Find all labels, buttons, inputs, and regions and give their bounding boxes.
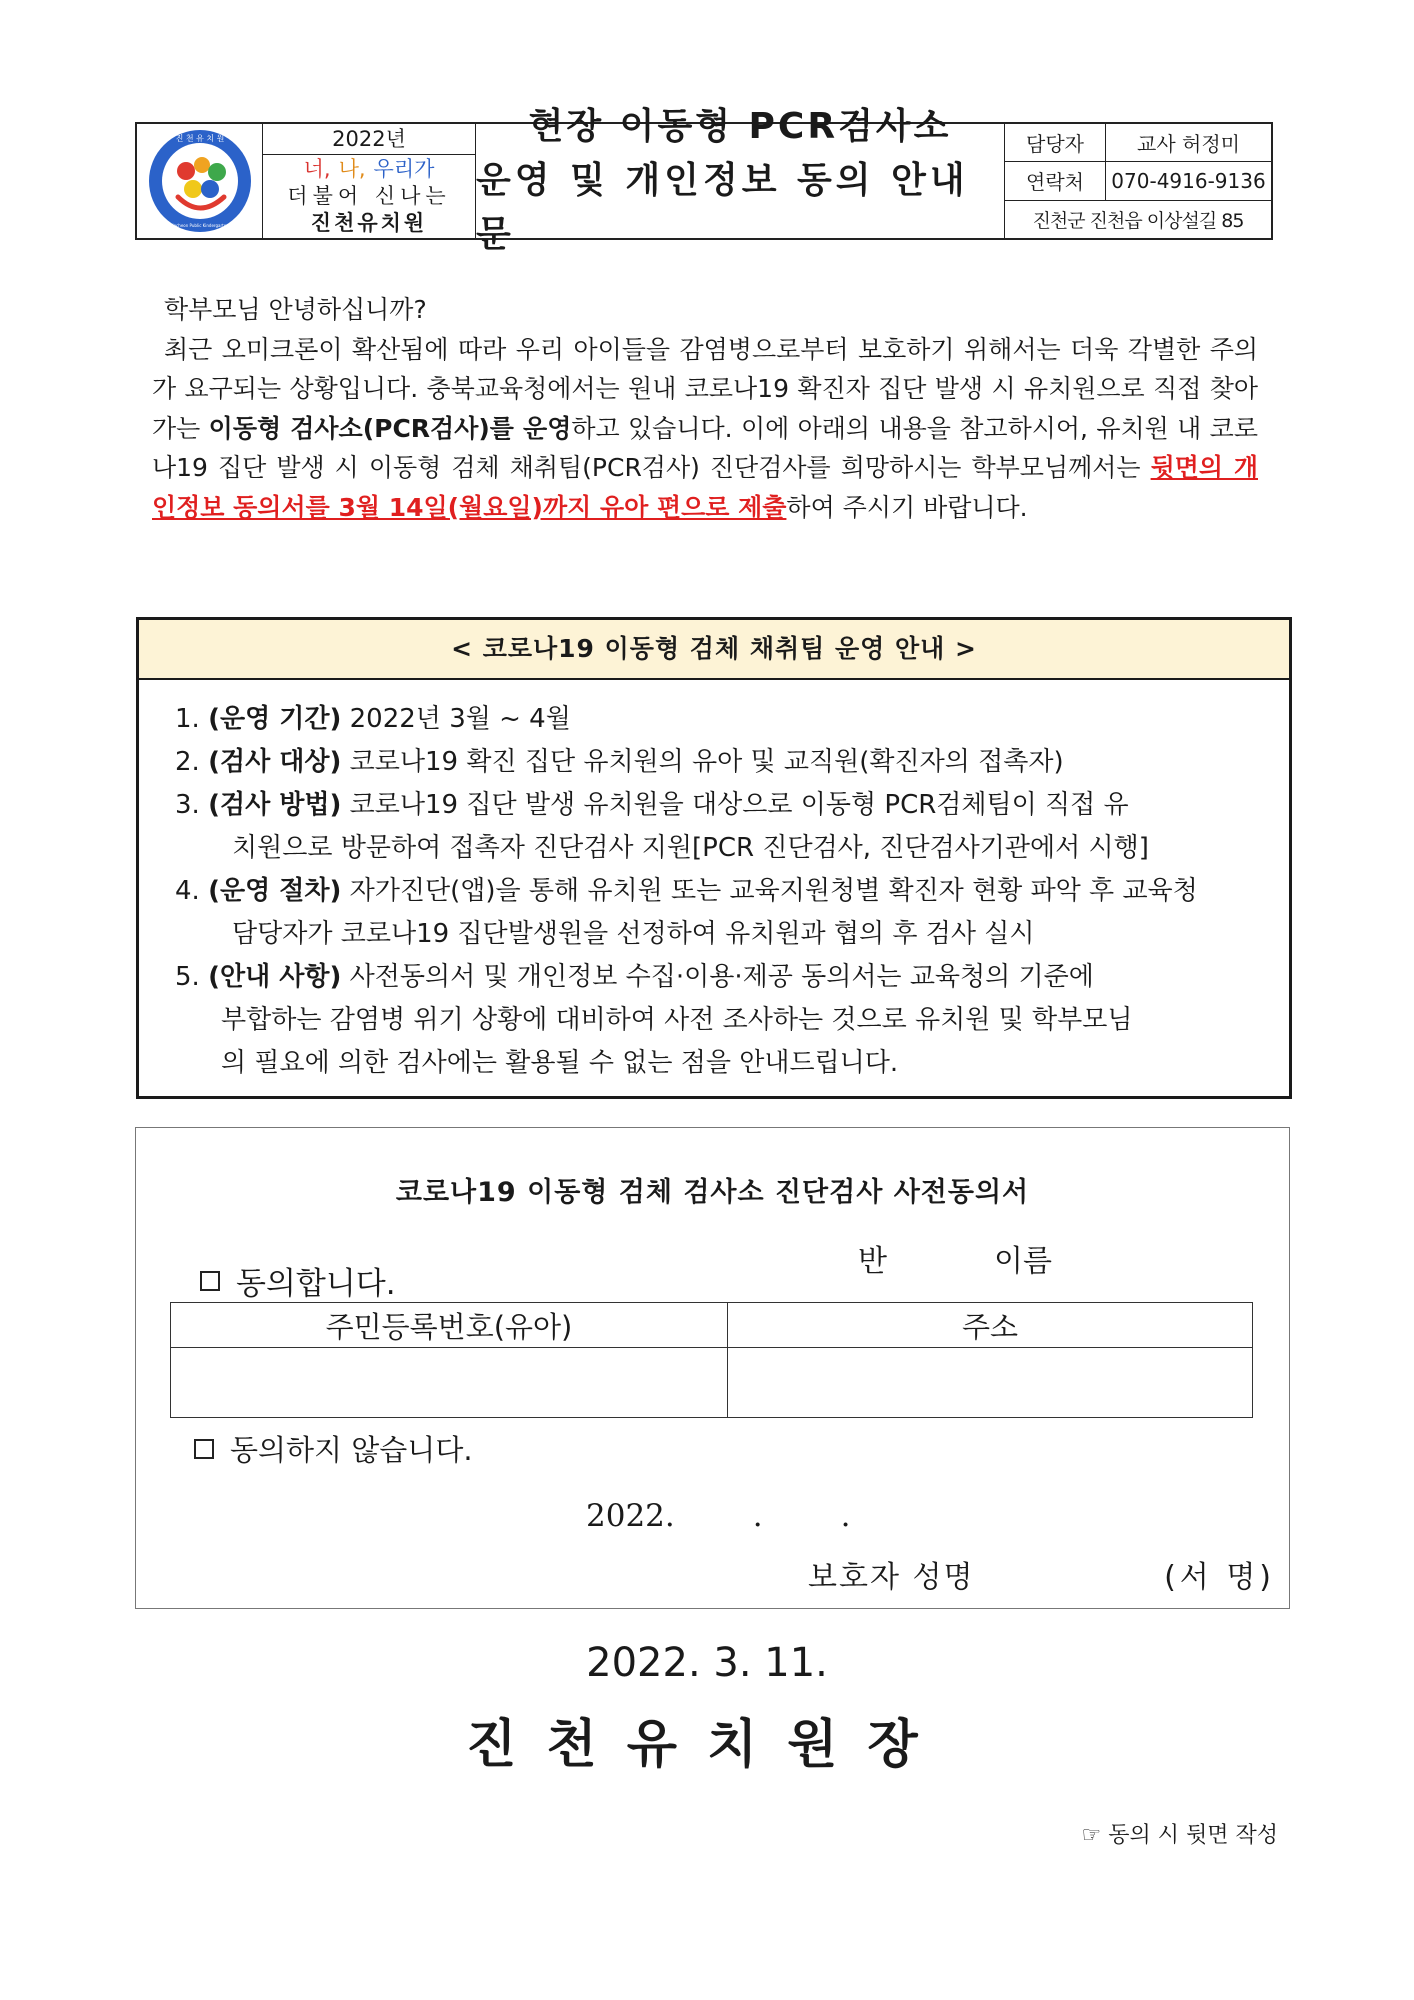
manager-value: 교사 허정미	[1137, 132, 1240, 157]
deadline-text: 뒷면의 개인정보 동의서를 3월 14일(월요일)까지 유아 편으로 제출	[152, 453, 1258, 522]
footnote: ☞ 동의 시 뒷면 작성	[1081, 1823, 1278, 1848]
notice-item-continuation: 의 필요에 의한 검사에는 활용될 수 없는 점을 안내드립니다.	[221, 1048, 899, 1078]
logo-cell	[137, 124, 263, 238]
notice-item-number: 2.	[175, 747, 200, 777]
issue-date: 2022. 3. 11.	[586, 1640, 828, 1686]
notice-item-number: 5.	[175, 962, 200, 992]
document-header	[135, 106, 1273, 255]
agree-checkbox[interactable]	[200, 1271, 220, 1291]
notice-item-number: 4.	[175, 876, 200, 906]
slogan-word-we: 우리가	[373, 157, 435, 181]
date-dot-month: .	[752, 1498, 763, 1534]
school-name: 진천유치원	[310, 211, 428, 235]
notice-item	[175, 741, 1265, 784]
title-cell	[476, 106, 1005, 255]
address-value: 진천군 진천읍 이상설길 85	[1032, 209, 1244, 232]
notice-item-text: 자가진단(앱)을 통해 유치원 또는 교육지원청별 확진자 현황 파악 후 교육청	[341, 876, 1198, 906]
signature-date	[586, 1498, 850, 1534]
logo-bottom-text: Jincheon Public Kindergarten	[170, 223, 229, 228]
address-field[interactable]	[728, 1348, 1252, 1418]
notice-item-text: 코로나19 집단 발생 유치원을 대상으로 이동형 PCR검체팀이 직접 유	[341, 790, 1129, 820]
logo-arc-text: 진 천 유 치 원	[175, 134, 224, 143]
table-header-resident-number: 주민등록번호(유아)	[171, 1303, 728, 1347]
notice-box	[136, 617, 1292, 1099]
notice-item	[175, 784, 1265, 827]
table-row	[171, 1348, 1252, 1418]
phone-value: 070-4916-9136	[1111, 168, 1266, 193]
agree-label: 동의합니다.	[236, 1266, 396, 1302]
consent-title: 코로나19 이동형 검체 검사소 진단검사 사전동의서	[395, 1177, 1030, 1208]
disagree-option[interactable]	[194, 1428, 473, 1469]
notice-item-continuation: 부합하는 감염병 위기 상황에 대비하여 사전 조사하는 것으로 유치원 및 학부모님	[221, 1005, 1133, 1035]
address-row	[1005, 201, 1271, 238]
table-header-row	[171, 1303, 1252, 1348]
intro-text-c: 하여 주시기 바랍니다.	[786, 492, 1028, 522]
notice-item-label: (운영 기간)	[208, 704, 342, 734]
name-label: 이름	[994, 1244, 1052, 1279]
intro-section	[152, 290, 1258, 527]
table-header-address: 주소	[961, 1309, 1019, 1344]
notice-item-number: 1.	[175, 704, 200, 734]
date-prefix: 2022.	[586, 1498, 675, 1534]
resident-number-field[interactable]	[171, 1348, 728, 1418]
document-title-line1: 현장 이동형 PCR검사소	[528, 106, 952, 147]
intro-bold-text: 이동형 검사소(PCR검사)를 운영	[208, 413, 572, 443]
notice-item-label: (운영 절차)	[208, 876, 342, 906]
greeting: 학부모님 안녕하십니까?	[164, 295, 427, 324]
disagree-checkbox[interactable]	[194, 1439, 214, 1459]
phone-row	[1005, 162, 1271, 200]
notice-item-continuation: 치원으로 방문하여 접촉자 진단검사 지원[PCR 진단검사, 진단검사기관에서 시행]	[232, 833, 1149, 863]
signature-label: (서 명)	[1164, 1560, 1275, 1595]
notice-item	[175, 870, 1265, 913]
year-label: 2022년	[263, 124, 475, 155]
notice-item-text: 2022년 3월 ~ 4월	[341, 704, 571, 734]
intro-text-b: 하고 있습니다. 이에 아래의 내용을 참고하시어, 유치원 내 코로나19 집단 발생 시 이동형 검체 채취팀(PCR검사) 진단검사를 희망하시는 학부모님께서는	[152, 413, 1258, 482]
notice-item-label: (안내 사항)	[208, 962, 342, 992]
notice-item-text: 사전동의서 및 개인정보 수집·이용·제공 동의서는 교육청의 기준에	[341, 962, 1094, 992]
slogan-line2: 더불어 신나는	[287, 184, 451, 208]
notice-item-label: (검사 방법)	[208, 790, 342, 820]
slogan	[263, 155, 475, 238]
contact-cell	[1005, 124, 1271, 238]
notice-item-number: 3.	[175, 790, 200, 820]
intro-text-a: 최근 오미크론이 확산됨에 따라 우리 아이들을 감염병으로부터 보호하기 위해서는 더욱 각별한 주의가 요구되는 상황입니다. 충북교육청에서는 원내 코로나19 확진자 집단 발생 시 유치원으로 직접 찾아가는	[152, 334, 1258, 443]
slogan-word-you: 너,	[303, 157, 331, 181]
class-label: 반	[858, 1244, 887, 1279]
consent-form	[135, 1127, 1290, 1609]
kindergarten-logo-icon	[146, 127, 254, 235]
notice-item-continuation: 담당자가 코로나19 집단발생원을 선정하여 유치원과 협의 후 검사 실시	[232, 919, 1035, 949]
agree-option[interactable]	[200, 1258, 396, 1303]
notice-list	[175, 698, 1265, 1085]
notice-item-label: (검사 대상)	[208, 747, 342, 777]
notice-item	[175, 956, 1265, 999]
manager-row	[1005, 124, 1271, 162]
resident-info-table	[170, 1302, 1253, 1418]
notice-item-text: 코로나19 확진 집단 유치원의 유아 및 교직원(확진자의 접촉자)	[341, 747, 1064, 777]
slogan-line1	[300, 156, 439, 183]
phone-label: 연락처	[1005, 162, 1106, 199]
notice-heading: < 코로나19 이동형 검체 채취팀 운영 안내 >	[139, 620, 1289, 680]
notice-item	[175, 698, 1265, 741]
document-title-line2: 운영 및 개인정보 동의 안내문	[476, 160, 969, 255]
slogan-word-me: 나,	[338, 157, 366, 181]
date-dot-day: .	[840, 1498, 851, 1534]
principal-name: 진천유치원장	[466, 1715, 948, 1775]
intro-paragraph	[152, 330, 1258, 528]
manager-label: 담당자	[1005, 124, 1106, 161]
guardian-name-label: 보호자 성명	[808, 1560, 975, 1595]
slogan-cell	[263, 124, 476, 238]
disagree-label: 동의하지 않습니다.	[230, 1433, 473, 1467]
